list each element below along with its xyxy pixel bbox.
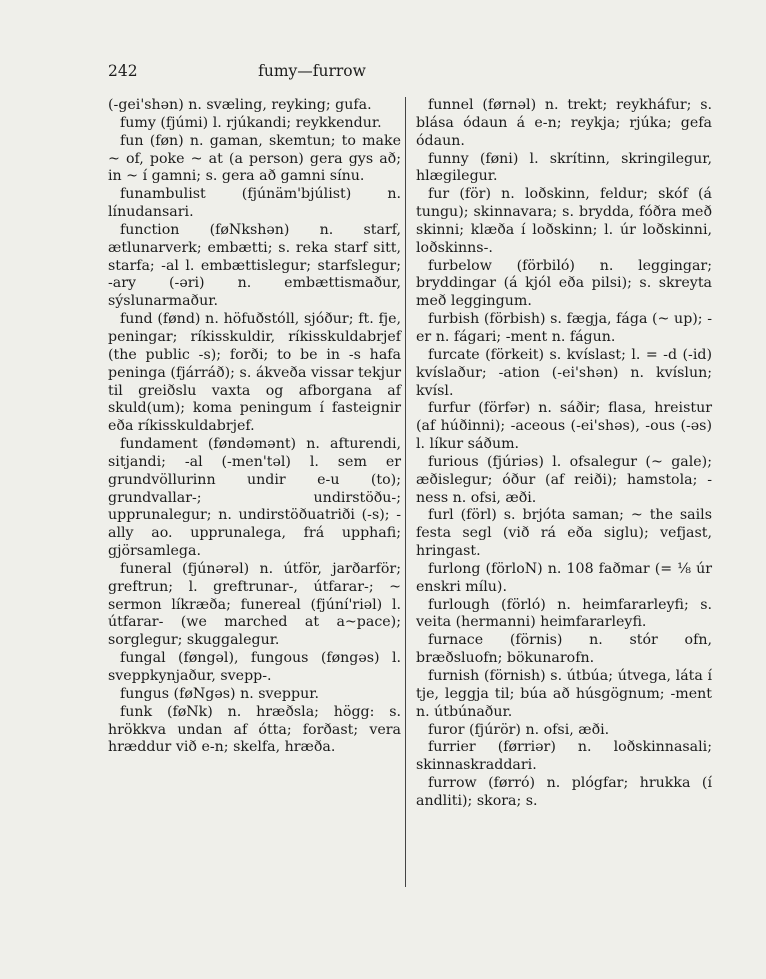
right-column	[416, 97, 712, 811]
dictionary-entry: funambulist (fjúnäm'bjúlist) n. línudansari.	[108, 186, 401, 221]
dictionary-entry: furlong (förloN) n. 108 faðmar (= ⅛ úr enskri mílu).	[416, 560, 712, 595]
dictionary-entry: fungal (føngəl), fungous (føngəs) l. sveppkynjaður, svepp-.	[108, 650, 401, 684]
dictionary-entry: fund (fønd) n. höfuðstóll, sjóður; ft. fje, peningar; ríkisskuldir, ríkisskuldabrjef (the public -s); forði; to be in -s hafa peninga (fjárráð); s. ákveða vissar tekjur til greiðslu vaxta og afborgana af skuld(um); koma peningum í fasteignir eða ríkisskuldabrjef.	[108, 311, 401, 435]
dictionary-entry: furnace (förnis) n. stór ofn, bræðsluofn; bökunarofn.	[416, 632, 712, 667]
dictionary-entry: fun (føn) n. gaman, skemtun; to make ~ of, poke ~ at (a person) gera gys að; in ~ í gamni; s. gera að gamni sínu.	[108, 132, 401, 185]
dictionary-entry: fumy (fjúmi) l. rjúkandi; reykkendur.	[120, 114, 382, 131]
dictionary-entry: furfur (förfər) n. sáðir; flasa, hreistur (af húðinni); -aceous (-ei'shəs), -ous (-əs) l. líkur sáðum.	[416, 400, 712, 453]
dictionary-entry: function (føNkshən) n. starf, ætlunarverk; embætti; s. reka starf sitt, starfa; -al l. embættislegur; starfslegur; -ary (-əri) n. embættismaður, sýslunarmaður.	[108, 221, 401, 310]
dictionary-entry: furnish (förnish) s. útbúa; útvega, láta í tje, leggja til; búa að húsgögnum; -ment n. útbúnaður.	[416, 668, 712, 720]
page-number: 242	[108, 62, 138, 80]
running-head: fumy—furrow	[258, 62, 366, 80]
dictionary-entry: fur (för) n. loðskinn, feldur; skóf (á tungu); skinnavara; s. brydda, fóðra með skinni; klæða í loðskinn; l. úr loðskinni, loðskinns-.	[416, 186, 712, 256]
page-header	[108, 62, 476, 84]
column-divider	[405, 97, 406, 887]
dictionary-entry: furbish (förbish) s. fægja, fága (~ up); -er n. fágari; -ment n. fágun.	[416, 311, 712, 345]
dictionary-entry: furlough (förló) n. heimfararleyfi; s. veita (hermanni) heimfararleyfi.	[416, 596, 712, 631]
dictionary-entry: furrow (førró) n. plógfar; hrukka (í andliti); skora; s.	[416, 775, 712, 809]
dictionary-entry: fundament (føndəmənt) n. afturendi, sitjandi; -al (-men'təl) l. sem er grundvöllurinn undir e-u (to); grundvallar-; undirstöðu-; upprunalegur; n. undirstöðuatriði (-s); -ally ao. upprunalega, frá upphafi; gjörsamlega.	[108, 436, 401, 560]
left-column	[108, 97, 401, 757]
dictionary-entry: furcate (förkeit) s. kvíslast; l. = -d (-id) kvíslaður; -ation (-ei'shən) n. kvíslun; kvísl.	[416, 346, 712, 399]
dictionary-entry: (-gei'shən) n. svæling, reyking; gufa.	[108, 97, 372, 113]
dictionary-entry: funny (føni) l. skrítinn, skringilegur, hlægilegur.	[416, 150, 712, 185]
dictionary-entry: funeral (fjúnərəl) n. útför, jarðarför; greftrun; l. greftrunar-, útfarar-; ~ sermon líkræða; funereal (fjúní'riəl) l. útfarar- (we marched at a~pace); sorglegur; skuggalegur.	[108, 560, 401, 649]
dictionary-entry: furor (fjúrör) n. ofsi, æði.	[428, 721, 610, 738]
dictionary-entry: funnel (førnəl) n. trekt; reykháfur; s. blása ódaun á e-n; reykja; rjúka; gefa ódaun.	[416, 97, 712, 149]
dictionary-entry: furious (fjúriəs) l. ofsalegur (~ gale); æðislegur; óður (af reiði); hamstola; -ness n. ofsi, æði.	[416, 453, 712, 506]
dictionary-entry: fungus (føNgəs) n. sveppur.	[120, 685, 319, 702]
dictionary-entry: furrier (førriər) n. loðskinnasali; skinnaskraddari.	[416, 739, 712, 774]
dictionary-entry: furl (förl) s. brjóta saman; ~ the sails festa segl (við rá eða siglu); vefjast, hringast.	[416, 507, 712, 560]
dictionary-entry: furbelow (förbiló) n. leggingar; bryddingar (á kjól eða pilsi); s. skreyta með leggingum.	[416, 257, 712, 310]
dictionary-entry: funk (føNk) n. hræðsla; högg: s. hrökkva undan af ótta; forðast; vera hræddur við e-n; skelfa, hræða.	[108, 703, 401, 756]
